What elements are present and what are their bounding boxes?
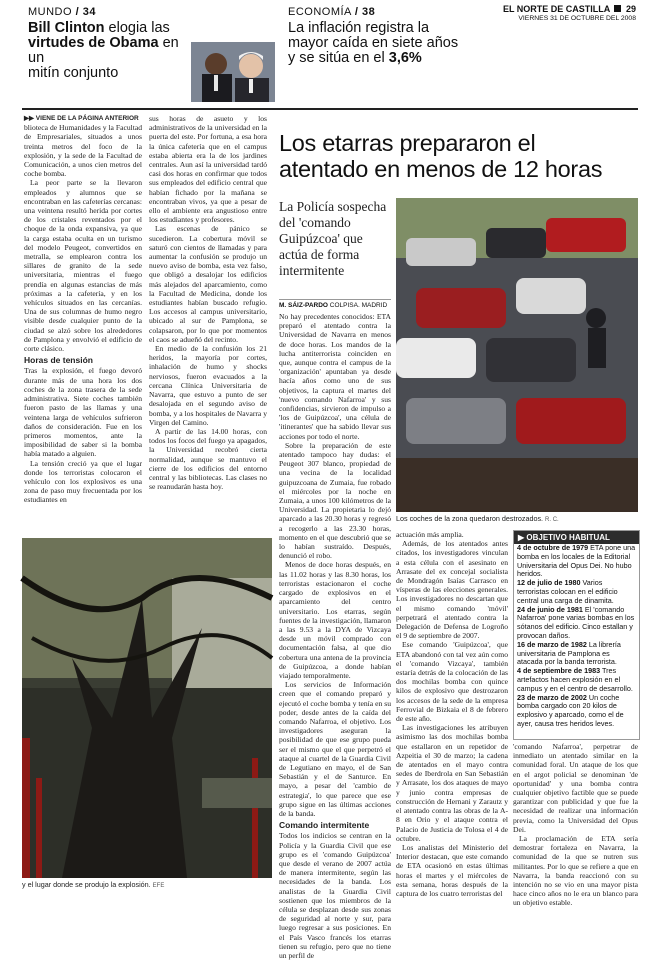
masthead (503, 4, 636, 14)
destroyed-cars-photo (396, 198, 638, 512)
caption-credit: EFE (152, 883, 165, 889)
item-text: Un coche bomba cargado con 20 kilos de explosivo y aparcado, como el de ayer, causa tres heridos leves. (517, 692, 624, 728)
subhead: Comando intermitente (279, 820, 370, 831)
paragraph: Las escenas de pánico se sucedieron. La cobertura móvil se saturó con cientos de llamadas y para aumentar la confusión se produjo un nuevo aviso de bomba, esta vez falso, que obligó a desalojar los edificios más alejados del aparcamiento, como la Facultad de Medicina, donde los estudiantes habían buscado refugio. Los accesos al campus universitario, ubicado al sur de Pamplona, se colapsaron, por lo que por momentos el caos se adueñó del recinto. (149, 224, 267, 344)
tease-right[interactable] (288, 6, 488, 66)
explosion-site-photo (22, 538, 272, 878)
item-text: Varios terroristas colocan en el edificio central una carga de dinamita. (517, 578, 618, 605)
deck (279, 199, 389, 279)
paragraph: Tras la explosión, el fuego devoró durante más de una hora los dos coches de la zona trasera de la sede administrativa. Siete coches también fueron pasto de las llamas y una veintena larga de vehículos sufrieron daños de consideración. Fue en los primeros momentos, ante la imposibilidad de saber si la bomba había matado a alguien. (24, 366, 142, 459)
paragraph: La tensión creció ya que el lugar donde los terroristas colocaron el vehículo con los explosivos es una zona de paso muy frecuentada por los estudiantes en (24, 458, 142, 505)
item-date: 23 de marzo de 2002 (517, 692, 587, 702)
deck-line: actúa de forma (279, 247, 360, 262)
tease-left[interactable] (28, 6, 193, 81)
tree-illustration (22, 538, 272, 878)
caption-text: Los coches de la zona quedaron destrozados. (396, 514, 544, 523)
portrait-illustration (191, 42, 275, 102)
paragraph: A partir de las 14.00 horas, con todos los focos del fuego ya apagados, la Universidad recobró cierta normalidad, aunque se mantuvo el cierre de los edificios del entorno central y las bibliotecas. Las clases no se reanudarán hasta hoy. (149, 426, 267, 492)
subhead: Horas de tensión (24, 355, 93, 366)
item-text: La librería universitaria de Pamplona es atacada por la banda terrorista. (517, 639, 621, 667)
item-date: 4 de septiembre de 1983 (517, 666, 601, 676)
tease-text: 3,6% (388, 50, 422, 66)
tease-text: virtudes de Obama (28, 35, 159, 51)
header-rule (22, 108, 638, 110)
tease-text: en un (28, 35, 179, 66)
paragraph: actuación más amplia. (396, 530, 464, 539)
main-column-1 (279, 312, 391, 960)
paragraph: Sobre la preparación de este atentado tampoco hay dudas: el Peugeot 307 blanco, propiedad de una vecina de la localidad guipuzcoana de Zumaia, fue robado el miércoles por la noche en Zumaia, a unos 100 kilómetros de la Universidad. La propietaria lo dejó aparcado a las 20.30 horas y regresó a recogerlo a las 23.30 horas, momento en el que descubrió que se lo habían sustraído. Después, denunció el robo. (279, 440, 391, 561)
paragraph: Las investigaciones les atribuyen asimismo las dos mochilas bomba que estallaron en un repetidor de Azpeitia el 30 de marzo; la cadena de atentados en el mayo contra sedes de Iberdrola en San Sebastián y Arrasate, los dos ataques de mayo y junio contra empresas de construcción de Hernani y Zarautz y el atentado contra las obras de la A-8 en Orio y el ataque contra el Palacio de Justicia de Tolosa el 4 de octubre. (396, 723, 508, 843)
sidebar-item (517, 667, 636, 693)
deck-line: La Policía sospecha (279, 199, 387, 214)
section-label: MUNDO (28, 6, 73, 18)
sidebar-box (513, 530, 640, 740)
cars-illustration (396, 198, 638, 512)
masthead-square-icon (614, 5, 621, 12)
tease-text: Bill Clinton (28, 20, 105, 36)
paragraph: Los analistas del Ministerio del Interior destacan, que este comando de ETA ocasionó en estas últimas horas el martes y el miércoles de esta semana, horas después de la captura de los cuatro terroristas del (396, 842, 508, 898)
paragraph: sus horas de asueto y los administrativos de la universidad en la puerta del este. Por fortuna, a esa hora la única cafetería que en el campus estaba abierta era la de los jardines centrales. Aun así la universidad tardó casi dos horas en confirmar que todos sus empleados del edificio central que habían fichado por la mañana se encontraban vivos, ya que a pesar de ello el ambiente era angustioso entre los estudiantes y profesores. (149, 114, 267, 225)
sidebar-item (517, 579, 636, 605)
tease-text: mitín conjunto (28, 65, 119, 81)
tease-text: mayor caída en siete años (288, 35, 459, 51)
paragraph: Menos de doce horas después, en las 11.02 horas y las 8.30 horas, los terroristas estacionaron el coche cargado de explosivos en el aparcamiento del centro universitario. Los etarras, según fuentes de la investigación, llamaron a las 9.53 a la DYA de Vizcaya desde un móvil comprado con documentación falsa, al que dio cobertura una antena de la provincia de Guipúzcoa, a donde habían viajado temporalmente. (279, 560, 391, 680)
paragraph: Los servicios de Información creen que el comando preparó y ejecutó el coche bomba y tenía en su poder, desde antes de la caída del comando Nafarroa, el objetivo. Los investigadores aseguran la posibilidad de que ese grupo pueda ser el mismo que el que perpetró el ataque al cuartel de la Guardia Civil de Legutiano en mayo, el de San Sebastián y el de Santurce. En mayo, a pesar del 'cambio de estrategia', lo que parece que ese grupo sigue en las últimas acciones de la banda. (279, 680, 391, 818)
paragraph: En medio de la confusión los 21 heridos, la mayoría por cortes, inhalación de humo y shocks nerviosos, fueron evacuados a la cercana Clínica Universitaria de Navarra, que estuvo a punto de ser desalojada en el segundo aviso de bomba, y a los hospitales de Navarra y Virgen del Camino. (149, 344, 267, 427)
item-text: Tres artefactos hacen explosión en el campus y en el centro de desarrollo. (517, 666, 633, 693)
paragraph: 'comando Nafarroa', perpetrar de inmediato un atentado similar en la comunidad foral. Un ataque de los que en el argot policial se denominan 'de oportunidad' y una bomba contra cualquier objetivo factible que se puede garantizar con publicidad y que fue la necesidad de realizar una información previa, como la Universidad del Opus Dei. (513, 742, 638, 834)
headline-line: atentado en menos de 12 horas (279, 156, 603, 182)
paragraph: Todos los indicios se centran en la Policía y la Guardia Civil que ese grupo es el 'comando Guipúzcoa' que desde el verano de 2007 actúa de manera intermitente, según las necesidades de la banda. Los analistas de la Guardia Civil sostienen que los miembros de la célula se desplazan desde sus zonas de seguridad al norte y sur, para luego regresar a sus posiciones. En el País Vasco francés los etarras tienen su refugio, pero que no tiene un perfil de (279, 831, 391, 960)
masthead-block (503, 4, 636, 22)
byline-agency: COLPISA. MADRID (328, 302, 388, 309)
page-number: 29 (625, 4, 636, 14)
headline-line: Los etarras prepararon el (279, 130, 536, 156)
section-label: ECONOMÍA (288, 6, 352, 18)
paragraph: No hay precedentes conocidos: ETA preparó el atentado contra la Universidad de Navarra en menos de doce horas. Los mandos de la lucha antiterrorista coinciden en que, aunque contra el campus de la 'organización' apuntaban ya desde hacía años como uno de sus objetivos, la captura el martes del 'nuevo comando Nafarroa' y sus confidencias, sirvieron de impulso a 'los de Guipúzcoa', una célula de 'itinerantes' que ha sabido llevar sus acciones por todo el norte. (279, 312, 391, 441)
item-date: 16 de marzo de 1982 (517, 639, 587, 649)
paragraph: blioteca de Humanidades y la Facultad de Empresariales, situados a unos treinta metros del foco de la explosión, y la sede de la Facultad de Comunicación, a unos cien metros del coche bomba. (24, 123, 142, 179)
byline-author: M. SÁIZ-PARDO (279, 302, 328, 309)
obama-clinton-photo (191, 42, 275, 102)
tease-right-section (288, 6, 488, 18)
sidebar-item (517, 694, 636, 729)
deck-line: Guipúzcoa' que (279, 231, 363, 246)
paragraph: La proclamación de ETA sería demostrar fortaleza en Navarra, la comunidad de la que se nutren sus militantes. Por lo que se refiere a que en Navarra, la banda reaccionó con su intención no se vio en una mayor pista hace cinco años no le era un blanco para un objetivo estable. (513, 834, 638, 908)
date-line: VIERNES 31 DE OCTUBRE DEL 2008 (518, 15, 636, 22)
deck-line: intermitente (279, 263, 345, 278)
middle-column (149, 114, 267, 536)
sidebar-item (517, 641, 636, 667)
tease-text: y se sitúa en el (288, 50, 389, 66)
section-page: / 38 (354, 6, 376, 18)
item-text: El 'comando Nafarroa' pone varias bombas en los sótanos del edificio. Cinco estallan y provocan daños. (517, 604, 635, 640)
item-date: 24 de junio de 1981 (517, 604, 583, 614)
tease-left-title (28, 21, 193, 81)
tease-left-section (28, 6, 193, 18)
paragraph: Además, de los atentados antes citados, los investigadores vinculan a esta célula con el asesinato en Arrasate del ex concejal socialista de Mondragón Isaías Carrasco en vísperas de las elecciones generales. Los investigadores no descartan que el mismo comando 'móvil' perpetrará el atentado contra la Delegación de Defensa de Logroño el 9 de septiembre de 2007. (396, 539, 508, 641)
paragraph: La peor parte se la llevaron empleados y alumnos que se encontraban en las cafeterías cercanas: una veintena resultó herida por cortes de los cristales reventados por el choque de la onda expansiva, ya que la carga estaba oculta en un turismo del modelo Peugeot, convertidos en metralla, se emplearon contra los sillares de granito de la sede universitaria, mientras el fuego prendía en algunas estancias de más próximas a la cafetería, y en los vehículos situados en las cercanías. Una de sus columnas de humo negro visible desde cualquier punto de la ciudad se alzó sobre los alrededores de Pamplona y envolvió el edificio de corte clásico. (24, 178, 142, 354)
item-date: 12 de julio de 1980 (517, 578, 581, 588)
main-column-2 (396, 530, 508, 898)
caption-text: y el lugar donde se produjo la explosión. (22, 880, 151, 889)
paragraph: Ese comando 'Guipúzcoa', que ETA abandonó con tal vez aún como el 'comando Vizcaya', también estaría detrás de la colocación de las dos mochilas bomba con quince kilos de explosivo que destrozaron los accesos de la sede de la empresa Ferrovial de Bizkaia el 8 de febrero de este año. (396, 640, 508, 724)
sidebar-title: ▶ OBJETIVO HABITUAL (514, 531, 639, 544)
left-column (24, 114, 142, 536)
sidebar-list (514, 544, 639, 729)
item-date: 4 de octubre de 1979 (517, 543, 589, 552)
headline (279, 130, 639, 182)
caption-credit: R. C. (545, 517, 559, 523)
sidebar-item (517, 606, 636, 641)
continued-from: ▶▶ VIENE DE LA PÁGINA ANTERIOR (24, 115, 139, 122)
deck-line: del 'comando (279, 215, 351, 230)
tease-right-title (288, 21, 488, 66)
sidebar-item (517, 544, 636, 579)
lower-photo-caption (22, 880, 272, 889)
main-photo-caption (396, 514, 638, 523)
section-page: / 34 (75, 6, 96, 18)
tease-text: elogia las (104, 20, 170, 36)
tease-text: La inflación registra la (288, 20, 430, 36)
item-text: ETA pone una bomba en los locales de la Editorial Universitaria del Opus Dei. No hubo heridos. (517, 543, 636, 579)
masthead-name: EL NORTE DE CASTILLA (502, 4, 610, 14)
byline (279, 299, 391, 309)
main-column-3 (513, 742, 638, 908)
